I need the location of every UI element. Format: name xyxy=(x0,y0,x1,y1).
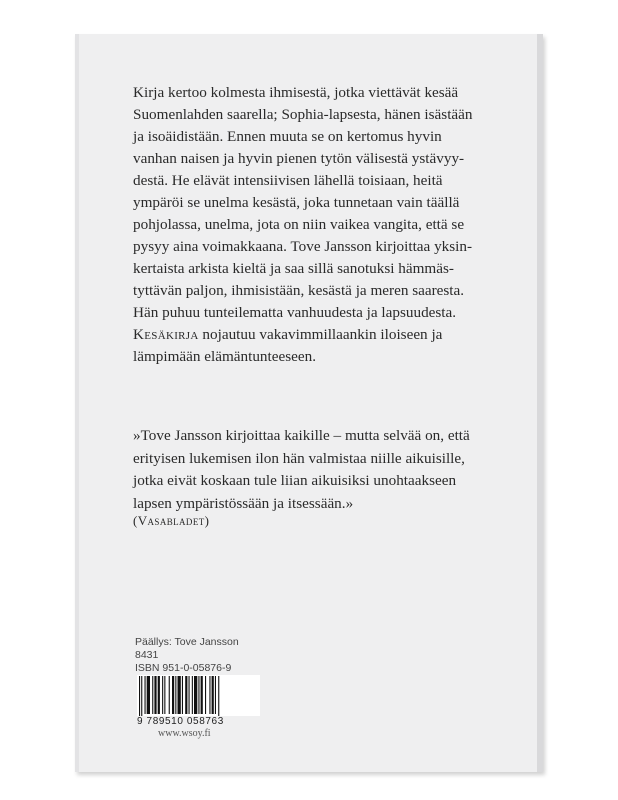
blurb-line-rest: nojautuu vakavimmillaankin iloiseen ja xyxy=(198,326,443,343)
cover-credit: Päällys: Tove Jansson xyxy=(135,636,239,648)
quote-line: lapsen ympäristössään ja itsessään.» xyxy=(133,494,354,512)
barcode-number: 9 789510 058763 xyxy=(137,716,260,727)
blurb-line xyxy=(133,324,493,346)
book-title: Kesäkirja xyxy=(133,326,199,343)
blurb-line: ja isoäidistään. Ennen muuta se on kertomus hyvin xyxy=(133,128,442,145)
blurb-line: Hän puhuu tunteilematta vanhuudesta ja lapsuudesta. xyxy=(133,304,457,321)
blurb-line: kertaista arkista kieltä ja saa sillä sanotuksi hämmäs- xyxy=(133,260,454,277)
publisher-website: www.wsoy.fi xyxy=(158,728,211,739)
cover-edge xyxy=(75,34,79,772)
blurb-line: Kirja kertoo kolmesta ihmisestä, jotka viettävät kesää xyxy=(133,84,459,101)
isbn: ISBN 951-0-05876-9 xyxy=(135,662,232,674)
blurb-line: ympäröi se unelma kesästä, joka tunnetaan vain täällä xyxy=(133,194,460,211)
barcode xyxy=(137,675,260,727)
quote-source: (Vasabladet) xyxy=(133,513,210,528)
blurb-line: Suomenlahden saarella; Sophia-lapsesta, hänen isästään xyxy=(133,106,473,123)
blurb-text xyxy=(133,82,493,368)
blurb-line: lämpimään elämäntunteeseen. xyxy=(133,348,317,365)
review-quote xyxy=(133,425,493,515)
quote-line: erityisen lukemisen ilon hän valmistaa niille aikuisille, xyxy=(133,449,465,467)
quote-line: »Tove Jansson kirjoittaa kaikille – mutta selvää on, että xyxy=(133,427,470,444)
credits-block xyxy=(135,636,239,675)
product-code: 8431 xyxy=(135,649,159,661)
blurb-line: pysyy aina voimakkaana. Tove Jansson kirjoittaa yksin- xyxy=(133,238,473,255)
blurb-line: destä. He elävät intensiivisen lähellä toisiaan, heitä xyxy=(133,172,443,189)
blurb-line: pohjolassa, unelma, jota on niin vaikea vangita, että se xyxy=(133,216,465,233)
quote-line: jotka eivät koskaan tule liian aikuisiksi unohtaakseen xyxy=(133,472,457,489)
blurb-line: vanhan naisen ja hyvin pienen tytön välisestä ystävyy- xyxy=(133,150,465,167)
barcode-bars xyxy=(137,675,260,718)
blurb-line: tyttävän paljon, ihmisistään, kesästä ja meren saaresta. xyxy=(133,282,465,299)
